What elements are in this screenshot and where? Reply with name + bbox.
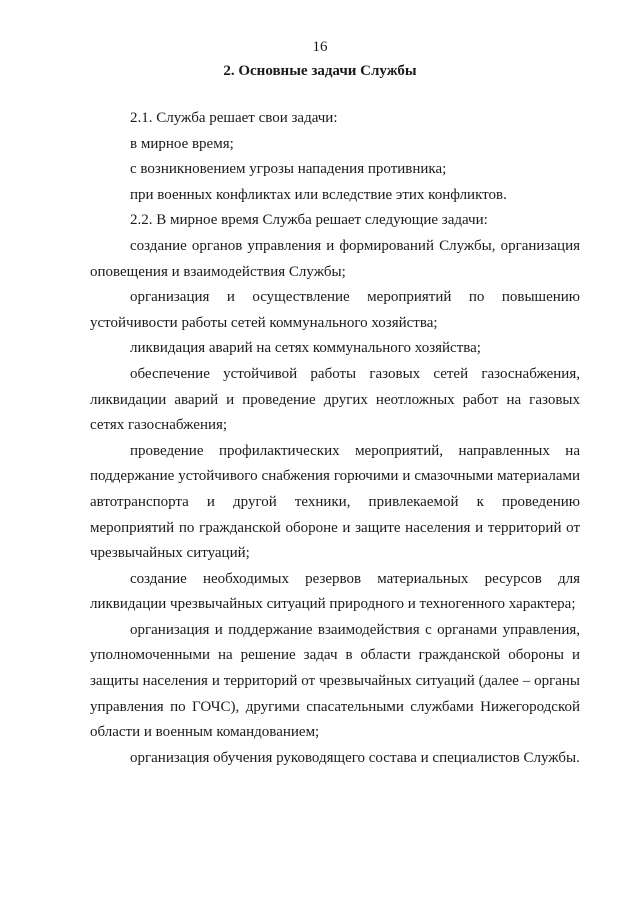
paragraph: ликвидация аварий на сетях коммунального хозяйства; [130, 340, 481, 357]
paragraph: организация и осуществление мероприятий по повышению устойчивости работы сетей коммунального хозяйства; [90, 289, 580, 331]
section-heading: 2. Основные задачи Службы [223, 63, 417, 79]
paragraph: при военных конфликтах или вследствие этих конфликтов. [130, 186, 507, 203]
document-body [90, 106, 580, 771]
paragraph: 2.2. В мирное время Служба решает следующие задачи: [130, 212, 488, 229]
paragraph: с возникновением угрозы нападения противника; [130, 161, 447, 178]
paragraph: создание необходимых резервов материальных ресурсов для ликвидации чрезвычайных ситуаций природного и техногенного характера; [90, 570, 580, 613]
paragraph: в мирное время; [130, 135, 234, 152]
paragraph: обеспечение устойчивой работы газовых сетей газоснабжения, ликвидации аварий и проведение других неотложных работ на газовых сетях газоснабжения; [90, 365, 580, 434]
page-number: 16 [312, 39, 328, 55]
paragraph: организация и поддержание взаимодействия с органами управления, уполномоченными на решение задач в области гражданской обороны и защиты населения и территорий от чрезвычайных ситуаций (далее – органы управления по ГОЧС), другими спасательными службами Нижегородской области и военным командованием; [90, 621, 580, 741]
paragraph: организация обучения руководящего состава и специалистов Службы. [130, 749, 580, 766]
paragraph: 2.1. Служба решает свои задачи: [130, 110, 338, 126]
paragraph: создание органов управления и формирований Службы, организация оповещения и взаимодействия Службы; [90, 237, 580, 280]
paragraph: проведение профилактических мероприятий, направленных на поддержание устойчивого снабжения горючими и смазочными материалами автотранспорта и другой техники, привлекаемой к проведению мероприятий по гражданской обороне и защите населения и территорий от чрезвычайных ситуаций; [90, 442, 580, 562]
